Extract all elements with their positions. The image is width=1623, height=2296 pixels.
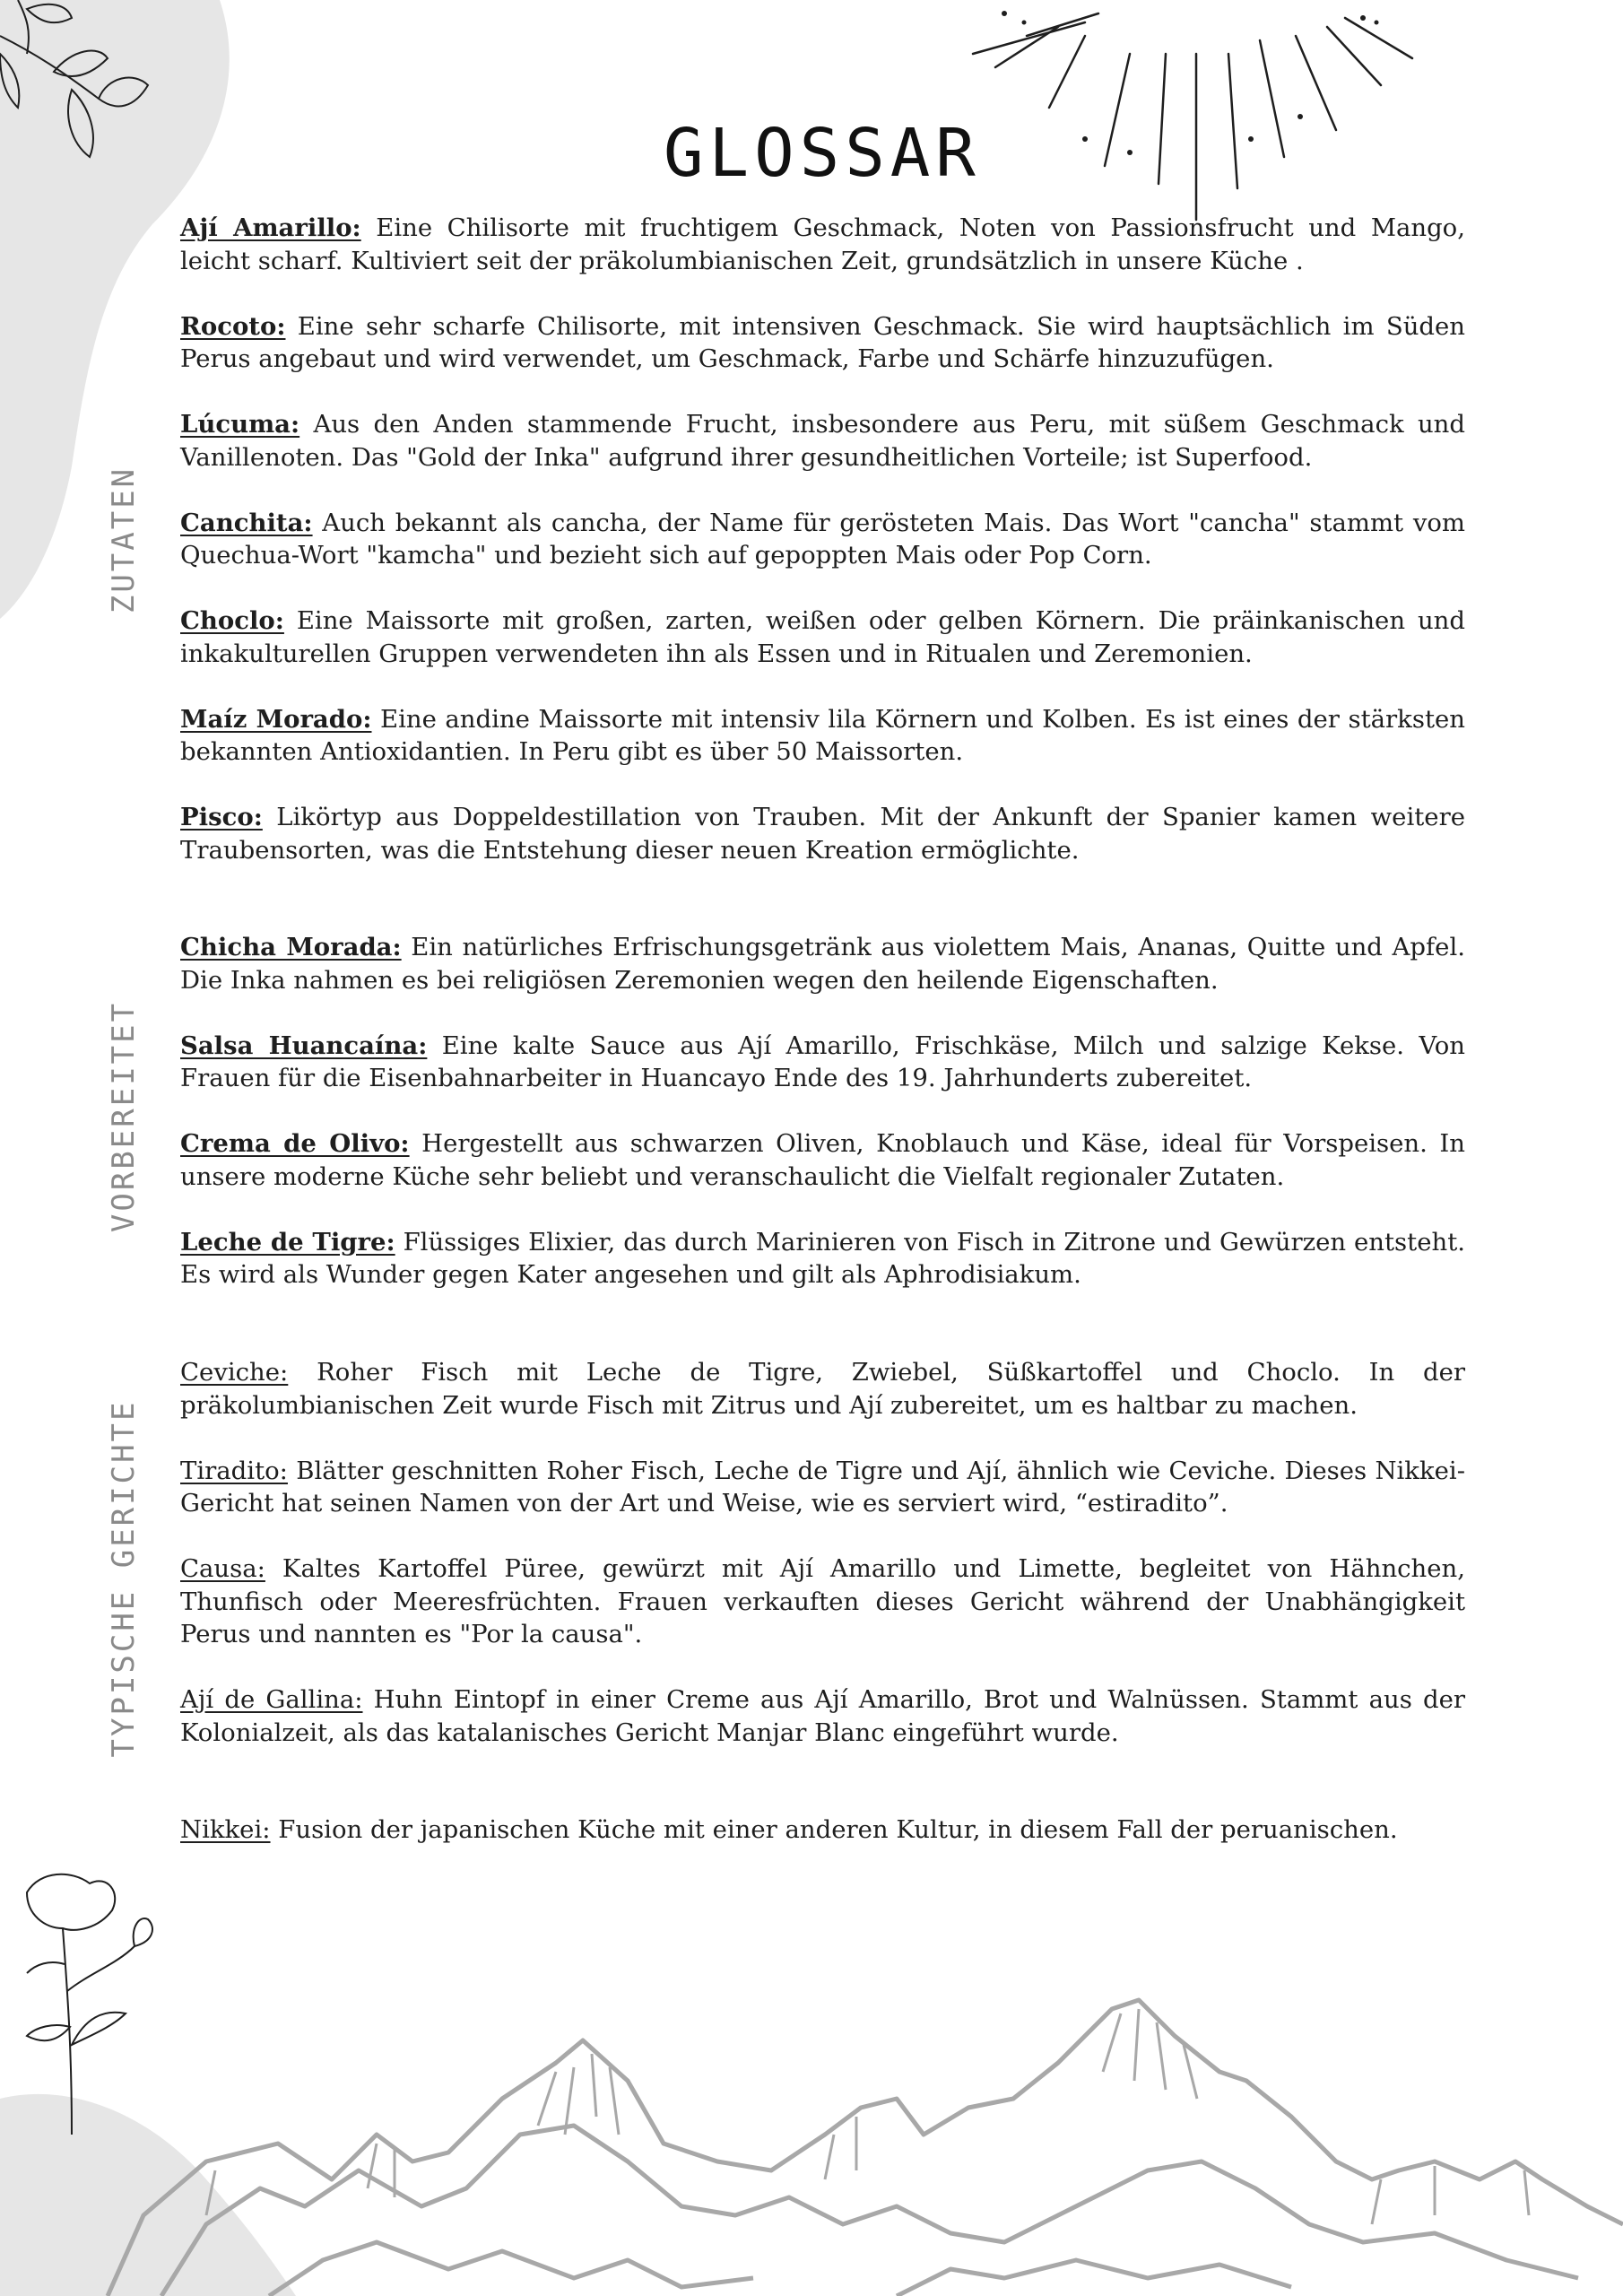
glossary-entry [180, 1127, 1465, 1193]
glossary-term: Nikkei: [180, 1815, 271, 1844]
section-zutaten [180, 212, 1465, 900]
glossary-definition: Eine sehr scharfe Chilisorte, mit intensiven Geschmack. Sie wird hauptsächlich im Süden Perus angebaut und wird verwendet, um Geschmack, Farbe und Schärfe hinzuzufügen. [180, 311, 1465, 373]
glossary-entry [180, 1552, 1465, 1651]
glossary-term: Tiradito: [180, 1456, 288, 1485]
section-nikkei [180, 1813, 1465, 1879]
glossary-definition: Likörtyp aus Doppeldestillation von Trauben. Mit der Ankunft der Spanier kamen weitere Traubensorten, was die Entstehung dieser neuen Kreation ermöglichte. [180, 803, 1465, 865]
section-label-typische-gerichte: TYPISCHE GERICHTE [106, 1399, 142, 1758]
mountain-range-illustration [0, 1866, 1623, 2296]
glossary-definition: Ein natürliches Erfrischungsgetränk aus violettem Mais, Ananas, Quitte und Apfel. Die Inka nahmen es bei religiösen Zeremonien wegen den heilende Eigenschaften. [180, 933, 1465, 995]
glossary-term: Causa: [180, 1554, 265, 1583]
glossary-term: Choclo: [180, 606, 284, 635]
glossary-definition: Blätter geschnitten Roher Fisch, Leche de Tigre und Ají, ähnlich wie Ceviche. Dieses Nikkei-Gericht hat seinen Namen von der Art und Weise, wie es serviert wird, “estiradito”. [180, 1456, 1465, 1518]
glossary-definition: Huhn Eintopf in einer Creme aus Ají Amarillo, Brot und Walnüssen. Stammt aus der Kolonialzeit, als das katalanisches Gericht Manjar Blanc eingeführt wurde. [180, 1685, 1465, 1747]
glossary-definition: Flüssiges Elixier, das durch Marinieren von Fisch in Zitrone und Gewürzen entsteht. Es wird als Wunder gegen Kater angesehen und gilt als Aphrodisiakum. [180, 1227, 1465, 1289]
glossary-entry [180, 1226, 1465, 1292]
glossary-definition: Roher Fisch mit Leche de Tigre, Zwiebel, Süßkartoffel und Choclo. In der präkolumbianischen Zeit wurde Fisch mit Zitrus und Ají zubereitet, um es haltbar zu machen. [180, 1358, 1465, 1420]
glossary-term: Salsa Huancaína: [180, 1031, 428, 1060]
glossary-definition: Eine kalte Sauce aus Ají Amarillo, Frischkäse, Milch und salzige Kekse. Von Frauen für die Eisenbahnarbeiter in Huancayo Ende des 19. Jahrhunderts zubereitet. [180, 1031, 1465, 1092]
glossary-entry [180, 507, 1465, 572]
sun-rays-icon [950, 0, 1435, 233]
glossary-entry [180, 212, 1465, 277]
glossary-definition: Fusion der japanischen Küche mit einer anderen Kultur, in diesem Fall der peruanischen. [270, 1815, 1398, 1844]
page-title: GLOSSAR [664, 115, 981, 192]
glossary-term: Lúcuma: [180, 410, 300, 439]
section-typische-gerichte [180, 1356, 1465, 1782]
glossary-definition: Aus den Anden stammende Frucht, insbesondere aus Peru, mit süßem Geschmack und Vanillenoten. Das "Gold der Inka" aufgrund ihrer gesundheitlichen Vorteile; ist Superfood. [180, 410, 1465, 472]
section-label-vorbereitet: VORBEREITET [106, 1000, 142, 1233]
glossary-entry [180, 310, 1465, 376]
flower-branch-icon [0, 0, 179, 179]
glossary-term: Maíz Morado: [180, 704, 372, 734]
glossary-term: Canchita: [180, 508, 313, 537]
glossary-definition: Auch bekannt als cancha, der Name für gerösteten Mais. Das Wort "cancha" stammt vom Quechua-Wort "kamcha" und bezieht sich auf gepoppten Mais oder Pop Corn. [180, 508, 1465, 570]
glossary-entry [180, 1356, 1465, 1422]
glossary-entry [180, 1813, 1465, 1847]
glossary-entry [180, 408, 1465, 474]
glossary-term: Ceviche: [180, 1358, 289, 1387]
glossary-entry [180, 703, 1465, 769]
glossary-term: Ají Amarillo: [180, 213, 361, 242]
glossary-definition: Eine Chilisorte mit fruchtigem Geschmack, Noten von Passionsfrucht und Mango, leicht scharf. Kultiviert seit der präkolumbianischen Zeit, grundsätzlich in unsere Küche . [180, 213, 1465, 275]
glossary-entry [180, 1455, 1465, 1520]
glossary-definition: Hergestellt aus schwarzen Oliven, Knoblauch und Käse, ideal für Vorspeisen. In unsere moderne Küche sehr beliebt und veranschaulicht die Vielfalt regionaler Zutaten. [180, 1129, 1465, 1191]
glossary-definition: Eine andine Maissorte mit intensiv lila Körnern und Kolben. Es ist eines der stärksten bekannten Antioxidantien. In Peru gibt es über 50 Maissorten. [180, 704, 1465, 766]
glossary-entry [180, 801, 1465, 866]
glossary-entry [180, 1030, 1465, 1095]
section-vorbereitet [180, 931, 1465, 1324]
glossary-term: Crema de Olivo: [180, 1129, 410, 1158]
glossary-entry [180, 1683, 1465, 1749]
glossary-entry [180, 604, 1465, 670]
glossary-definition: Kaltes Kartoffel Püree, gewürzt mit Ají Amarillo und Limette, begleitet von Hähnchen, Thunfisch oder Meeresfrüchten. Frauen verkauften dieses Gericht während der Unabhängigkeit Perus und nannten es "Por la causa". [180, 1554, 1465, 1648]
glossary-definition: Eine Maissorte mit großen, zarten, weißen oder gelben Körnern. Die präinkanischen und inkakulturellen Gruppen verwendeten ihn als Essen und in Ritualen und Zeremonien. [180, 606, 1465, 668]
glossary-entry [180, 931, 1465, 996]
glossary-term: Ají de Gallina: [180, 1685, 363, 1714]
glossary-term: Pisco: [180, 803, 263, 831]
glossary-term: Chicha Morada: [180, 933, 402, 961]
section-label-zutaten: ZUTATEN [106, 465, 142, 614]
glossary-term: Leche de Tigre: [180, 1227, 395, 1257]
glossary-term: Rocoto: [180, 311, 286, 341]
